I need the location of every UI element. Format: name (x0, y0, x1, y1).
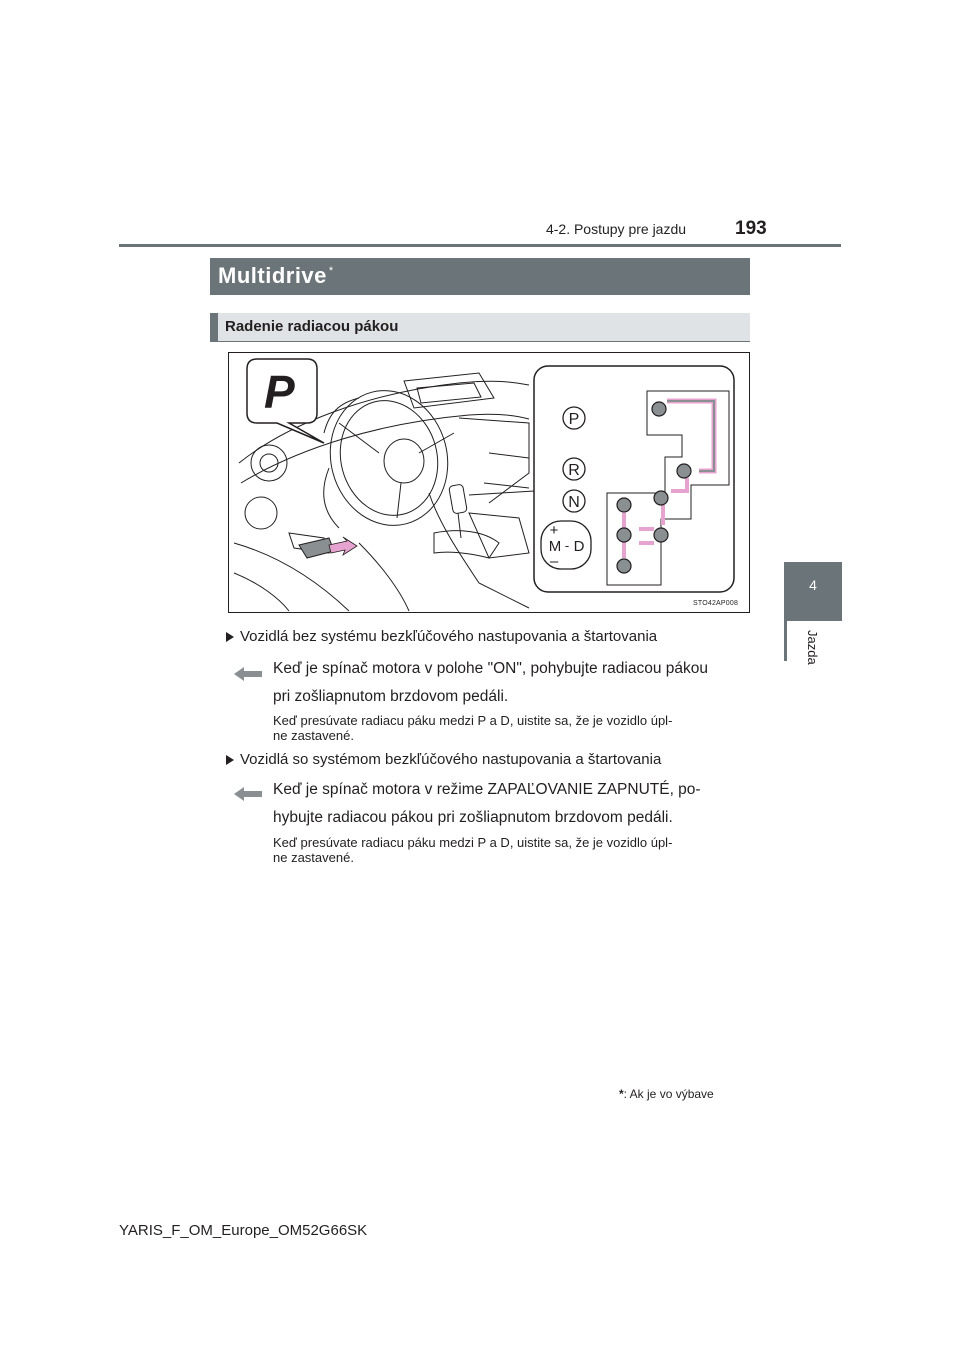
figure-code: STO42AP008 (693, 600, 739, 607)
action-arrow-icon (234, 666, 262, 682)
callout-line (469, 491, 534, 495)
gate-label-d: D (573, 538, 585, 555)
instruction-line: Keď je spínač motora v polohe "ON", pohybujte radiacou pákou (273, 660, 708, 677)
chapter-number: 4 (809, 577, 817, 593)
illustration-svg (229, 353, 749, 612)
gate-label-plus: + (549, 522, 559, 539)
header-rule (119, 244, 841, 247)
note-text (273, 713, 753, 743)
instruction-text (273, 776, 753, 832)
note-line: Keď presúvate radiacu páku medzi P a D, uistite sa, že je vozidlo úpl- (273, 835, 673, 850)
shift-lever-illustration (228, 352, 750, 613)
bullet-text: Vozidlá bez systému bezkľúčového nastupovania a štartovania (240, 628, 658, 645)
note-line: Keď presúvate radiacu páku medzi P a D, uistite sa, že je vozidlo úpl- (273, 713, 673, 728)
optional-marker: * (328, 265, 334, 277)
gate-label-minus: – (549, 553, 559, 570)
main-heading (218, 263, 334, 289)
bullet-text: Vozidlá so systémom bezkľúčového nastupovania a štartovania (240, 751, 662, 768)
press-arrow-icon (329, 537, 357, 555)
gate-label-r: R (568, 462, 580, 479)
footnote-marker: * (619, 1087, 624, 1101)
footnote-text: : Ak je vo výbave (623, 1087, 714, 1101)
note-line: ne zastavené. (273, 728, 354, 743)
bullet-triangle-icon (226, 632, 234, 642)
bullet-item (226, 751, 661, 769)
page-number: 193 (735, 218, 767, 239)
foot-icon (299, 538, 334, 558)
footnote (619, 1087, 714, 1101)
instruction-text (273, 655, 753, 711)
instruction-line: hybujte radiacou pákou pri zošliapnutom brzdovom pedáli. (273, 809, 673, 826)
note-text (273, 835, 753, 865)
chapter-tab-rule (784, 621, 787, 661)
bullet-item (226, 628, 657, 646)
gate-label-dash: - (564, 538, 570, 553)
gate-label-m: M (548, 538, 562, 555)
display-letter: P (264, 366, 295, 418)
action-arrow-icon (234, 786, 262, 802)
chapter-label: Jazda (805, 630, 820, 665)
section-title: 4-2. Postupy pre jazdu (545, 221, 687, 237)
main-heading-title: Multidrive (218, 263, 327, 288)
instruction-line: Keď je spínač motora v režime ZAPAĽOVANIE ZAPNUTÉ, po- (273, 781, 701, 798)
subheading: Radenie radiacou pákou (225, 318, 399, 335)
gate-label-p: P (568, 411, 580, 428)
bullet-triangle-icon (226, 755, 234, 765)
gate-label-n: N (568, 494, 580, 511)
document-footer: YARIS_F_OM_Europe_OM52G66SK (119, 1222, 368, 1239)
instruction-line: pri zošliapnutom brzdovom pedáli. (273, 688, 509, 705)
subheading-rule (210, 341, 750, 342)
note-line: ne zastavené. (273, 850, 354, 865)
